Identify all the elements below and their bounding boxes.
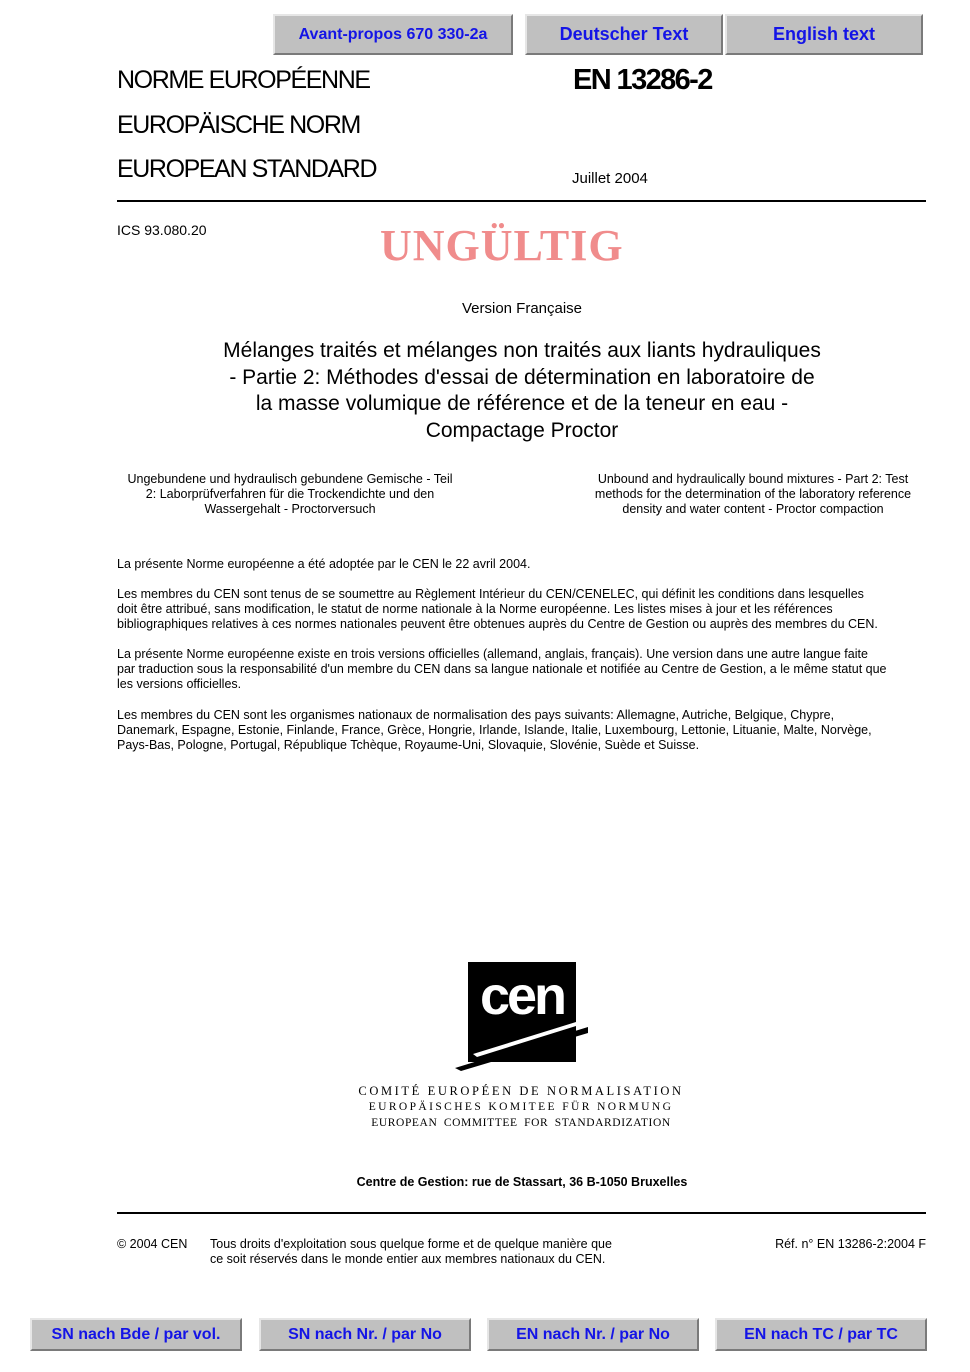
paragraph-line: La présente Norme européenne existe en trois versions officielles (allemand, anglais, français). Une version dans une autre langue faite (117, 647, 868, 661)
deutscher-text-label: Deutscher Text (559, 24, 689, 44)
members-list-paragraph (117, 708, 929, 754)
rights-notice (210, 1237, 670, 1267)
header-divider (117, 200, 926, 202)
paragraph-line: doit être attribué, sans modification, le statut de norme nationale à la Norme européenne. Les listes mises à jour et les références (117, 602, 833, 617)
title-french (180, 338, 864, 444)
sn-by-number-button[interactable] (259, 1318, 471, 1351)
copyright: © 2004 CEN (117, 1237, 188, 1251)
paragraph-line: Les membres du CEN sont tenus de se soumettre au Règlement Intérieur du CEN/CENELEC, qui définit les conditions dans lesquelles (117, 587, 864, 601)
title-english-line: methods for the determination of the laboratory reference (594, 487, 912, 501)
paragraph-line: La présente Norme européenne a été adoptée par le CEN le 22 avril 2004. (117, 557, 531, 571)
title-french-line: Compactage Proctor (425, 418, 619, 442)
en-by-tc-label: EN nach TC / par TC (744, 1325, 898, 1343)
title-french-line: Mélanges traités et mélanges non traités aux liants hydrauliques (223, 339, 821, 362)
ics-code: ICS 93.080.20 (117, 222, 207, 238)
title-english-line: Unbound and hydraulically bound mixtures - Part 2: Test (597, 472, 909, 486)
norm-title-en: EUROPEAN STANDARD (117, 155, 377, 183)
invalid-watermark: UNGÜLTIG (380, 221, 624, 270)
english-text-button[interactable] (725, 14, 923, 55)
avant-propos-label: Avant-propos 670 330-2a (298, 25, 488, 43)
title-french-line: - Partie 2: Méthodes d'essai de détermination en laboratoire de (229, 365, 815, 389)
adoption-paragraph (117, 557, 929, 572)
paragraph-line: Danemark, Espagne, Estonie, Finlande, France, Grèce, Hongrie, Irlande, Islande, Italie, Luxembourg, Lettonie, Lituanie, Malte, Norvège, (117, 723, 872, 738)
norm-title-de: EUROPÄISCHE NORM (117, 111, 360, 139)
rights-notice-line: ce soit réservés dans le monde entier aux membres nationaux du CEN. (210, 1252, 606, 1266)
norm-title-fr: NORME EUROPÉENNE (117, 66, 370, 94)
title-german (110, 472, 470, 517)
paragraph-line: les versions officielles. (117, 677, 242, 692)
footer-divider (117, 1212, 926, 1214)
standard-number: EN 13286-2 (573, 64, 712, 96)
title-german-line: Wassergehalt - Proctorversuch (204, 502, 376, 516)
version-label: Version Française (461, 300, 583, 317)
english-text-label: English text (772, 24, 875, 44)
title-german-line: 2: Laborprüfverfahren für die Trockendichte und den (145, 487, 435, 501)
rights-notice-line: Tous droits d'exploitation sous quelque forme et de quelque manière que (210, 1237, 612, 1251)
title-english (572, 472, 934, 517)
versions-paragraph (117, 647, 929, 693)
committee-name-en: EUROPEAN COMMITTEE FOR STANDARDIZATION (371, 1117, 671, 1129)
paragraph-line: par traduction sous la responsabilité d'un membre du CEN dans sa langue nationale et notifiée au Centre de Gestion, a le même statut que (117, 662, 887, 677)
committee-name-fr: COMITÉ EUROPÉEN DE NORMALISATION (358, 1084, 684, 1098)
paragraph-line: Pays-Bas, Pologne, Portugal, République Tchèque, Royaume-Uni, Slovaquie, Slovénie, Suède et Suisse. (117, 738, 700, 753)
sn-by-volume-button[interactable] (30, 1318, 242, 1351)
paragraph-line: Les membres du CEN sont les organismes nationaux de normalisation des pays suivants: Allemagne, Autriche, Belgique, Chypre, (117, 708, 835, 722)
management-centre-address: Centre de Gestion: rue de Stassart, 36 B-1050 Bruxelles (356, 1175, 688, 1189)
publication-date: Juillet 2004 (572, 170, 648, 187)
cen-logo-text: cen (479, 966, 565, 1026)
title-english-line: density and water content - Proctor compaction (622, 502, 884, 516)
paragraph-line: bibliographiques relatives à ces normes nationales peuvent être obtenues auprès du Centre de Gestion ou auprès des membres du CEN. (117, 617, 878, 632)
avant-propos-button[interactable] (273, 14, 513, 55)
committee-name-de: EUROPÄISCHES KOMITEE FÜR NORMUNG (368, 1101, 674, 1113)
en-by-tc-button[interactable] (715, 1318, 927, 1351)
en-by-number-button[interactable] (487, 1318, 699, 1351)
reference-number: Réf. n° EN 13286-2:2004 F (775, 1237, 926, 1251)
title-german-line: Ungebundene und hydraulisch gebundene Gemische - Teil (127, 472, 453, 486)
deutscher-text-button[interactable] (525, 14, 723, 55)
sn-by-volume-label: SN nach Bde / par vol. (51, 1325, 221, 1343)
title-french-line: la masse volumique de référence et de la teneur en eau - (255, 392, 789, 415)
en-by-number-label: EN nach Nr. / par No (516, 1325, 670, 1343)
sn-by-number-label: SN nach Nr. / par No (288, 1325, 442, 1343)
members-rules-paragraph (117, 587, 929, 633)
cen-logo (455, 962, 590, 1072)
